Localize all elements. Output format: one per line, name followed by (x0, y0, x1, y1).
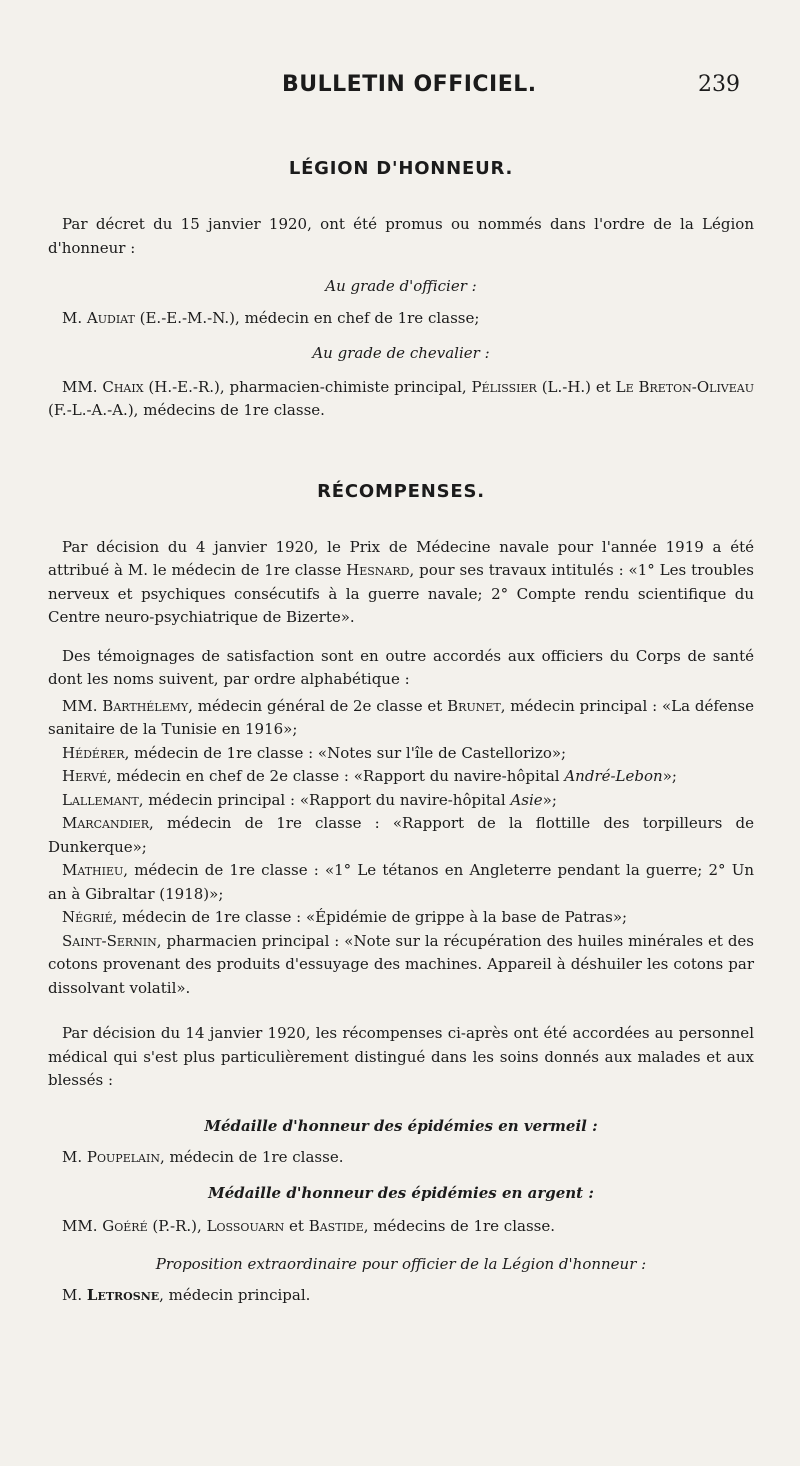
person-name: Poupelain (86, 1148, 160, 1166)
letrosne-entry: M. Letrosne, médecin principal. (62, 1286, 311, 1304)
section-heading-legion: LÉGION D'HONNEUR. (288, 158, 514, 179)
person-name: Lallemant (62, 790, 139, 809)
person-name: Lossouarn (206, 1217, 285, 1235)
poupelain-entry: M. Poupelain, médecin de 1re classe. (62, 1148, 344, 1166)
list-item: Hédérer, médecin de 1re classe : «Notes sur l'île de Castellorizo»; (62, 743, 567, 762)
section-heading-recompenses: RÉCOMPENSES. (317, 480, 485, 502)
main-text (48, 150, 754, 1308)
person-name: Hesnard (346, 561, 410, 579)
person-name: Pélissier (471, 377, 537, 396)
person-name: Hédérer (62, 743, 125, 762)
person-name: Barthélemy (102, 696, 189, 715)
person-name: Letrosne (86, 1286, 160, 1304)
person-name: Audiat (86, 308, 135, 327)
temoignages-paragraph: Des témoignages de satisfaction sont en outre accordés aux officiers du Corps de santé dont les noms suivent, par ordre alphabétique : (48, 646, 754, 688)
list-item: MM. Barthélemy, médecin général de 2e classe et Brunet, médecin principal : «La défense sanitaire de la Tunisie en 1916»; (48, 696, 754, 738)
page-number: 239 (698, 72, 740, 97)
person-name: Goéré (102, 1217, 148, 1235)
list-item: Mathieu, médecin de 1re classe : «1° Le tétanos en Angleterre pendant la guerre; 2° Un an à Gibraltar (1918)»; (48, 861, 754, 903)
proposition-heading: Proposition extraordinaire pour officier de la Légion d'honneur : (155, 1254, 647, 1273)
medal-vermeil-heading: Médaille d'honneur des épidémies en vermeil : (204, 1116, 598, 1135)
list-item: Hervé, médecin en chef de 2e classe : «Rapport du navire-hôpital André-Lebon»; (62, 767, 677, 785)
chevalier-entry: MM. Chaix (H.-E.-R.), pharmacien-chimiste principal, Pélissier (L.-H.) et Le Breton-Oliveau (F.-L.-A.-A.), médecins de 1re classe. (48, 377, 754, 419)
person-name: Hervé (62, 767, 107, 785)
audiat-entry: M. Audiat (E.-E.-M.-N.), médecin en chef de 1re classe; (62, 308, 480, 327)
grade-officier-heading: Au grade d'officier : (325, 277, 477, 295)
medal-argent-heading: Médaille d'honneur des épidémies en argent : (208, 1183, 594, 1202)
running-header (0, 72, 800, 108)
argent-entry: MM. Goéré (P.-R.), Lossouarn et Bastide, médecins de 1re classe. (62, 1217, 555, 1235)
person-name: Chaix (102, 377, 144, 396)
grade-chevalier-heading: Au grade de chevalier : (312, 344, 490, 362)
ship-name: André-Lebon (564, 767, 663, 785)
person-name: Brunet (447, 696, 501, 715)
list-item: Lallemant, médecin principal : «Rapport du navire-hôpital Asie»; (62, 790, 557, 809)
person-name: Négrié (62, 908, 113, 926)
person-name: Saint-Sernin (62, 931, 157, 950)
ship-name: Asie (510, 790, 543, 809)
prize-decision-paragraph: Par décision du 4 janvier 1920, le Prix de Médecine navale pour l'année 1919 a été attribué à M. le médecin de 1re classe Hesnard, pour ses travaux intitulés : «1° Les troubles nerveux et psychiques consécutifs à la guerre navale; 2° Compte rendu scientifique du Centre neuro-psychiatrique de Bizerte». (48, 537, 754, 626)
medal-decision-paragraph: Par décision du 14 janvier 1920, les récompenses ci-après ont été accordées au personnel médical qui s'est plus particulièrement distingué dans les soins donnés aux malades et aux blessés : (48, 1024, 754, 1089)
list-item: Saint-Sernin, pharmacien principal : «Note sur la récupération des huiles minérales et des cotons provenant des produits d'essuyage des machines. Appareil à déshuiler les cotons par dissolvant volatil». (48, 931, 754, 997)
decree-paragraph: Par décret du 15 janvier 1920, ont été promus ou nommés dans l'ordre de la Légion d'honneur : (48, 215, 754, 257)
journal-title: BULLETIN OFFICIEL. (282, 72, 537, 97)
list-item: Marcandier, médecin de 1re classe : «Rapport de la flottille des torpilleurs de Dunkerque»; (48, 814, 754, 856)
person-name: Marcandier (62, 814, 150, 832)
person-name: Bastide (308, 1217, 364, 1235)
person-name: Mathieu (62, 861, 124, 879)
list-item: Négrié, médecin de 1re classe : «Épidémie de grippe à la base de Patras»; (62, 908, 628, 926)
person-name: Le Breton-Oliveau (615, 377, 754, 396)
